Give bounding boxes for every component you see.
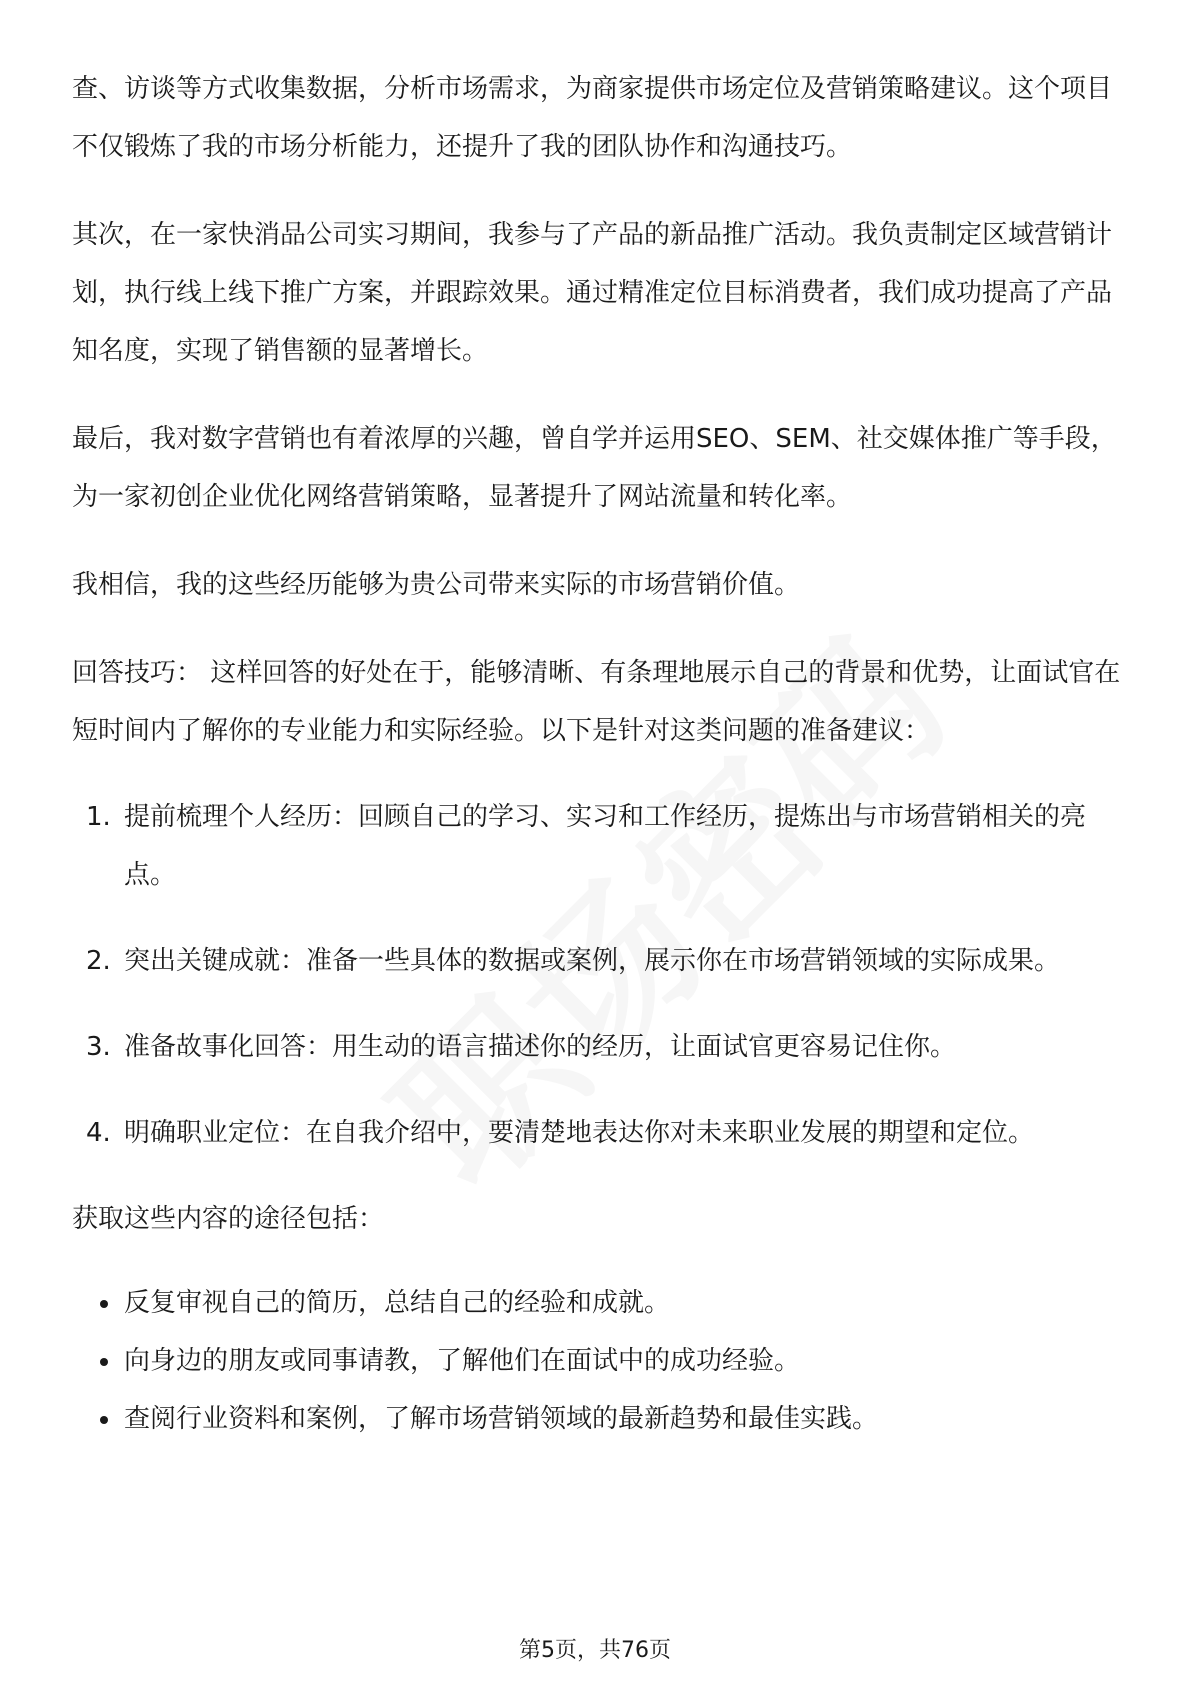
list-item-text: 查阅行业资料和案例，了解市场营销领域的最新趋势和最佳实践。	[124, 1404, 879, 1434]
list-item-text: 突出关键成就：准备一些具体的数据或案例，展示你在市场营销领域的实际成果。	[124, 946, 1061, 976]
list-number: 1.	[86, 802, 111, 832]
list-item	[72, 932, 1122, 990]
list-item	[72, 1390, 1122, 1448]
ways-list	[72, 1274, 1122, 1448]
paragraph-digital-marketing: 最后，我对数字营销也有着浓厚的兴趣，曾自学并运用SEO、SEM、社交媒体推广等手段，为一家初创企业优化网络营销策略，显著提升了网站流量和转化率。	[72, 424, 1117, 512]
list-item-text: 明确职业定位：在自我介绍中，要清楚地表达你对未来职业发展的期望和定位。	[124, 1118, 1035, 1148]
tips-list	[72, 788, 1122, 1162]
paragraph-answer-tips: 回答技巧： 这样回答的好处在于，能够清晰、有条理地展示自己的背景和优势，让面试官在短时间内了解你的专业能力和实际经验。以下是针对这类问题的准备建议：	[72, 658, 1121, 746]
list-number: 2.	[86, 946, 111, 976]
ways-title: 获取这些内容的途径包括：	[72, 1204, 385, 1234]
paragraph-internship: 其次，在一家快消品公司实习期间，我参与了产品的新品推广活动。我负责制定区域营销计划，执行线上线下推广方案，并跟踪效果。通过精准定位目标消费者，我们成功提高了产品知名度，实现了销售额的显著增长。	[72, 220, 1113, 366]
paragraph-project-experience: 查、访谈等方式收集数据，分析市场需求，为商家提供市场定位及营销策略建议。这个项目不仅锻炼了我的市场分析能力，还提升了我的团队协作和沟通技巧。	[72, 74, 1113, 162]
list-item	[72, 1104, 1122, 1162]
list-item-text: 准备故事化回答：用生动的语言描述你的经历，让面试官更容易记住你。	[124, 1032, 957, 1062]
list-number: 3.	[86, 1032, 111, 1062]
list-item-text: 提前梳理个人经历：回顾自己的学习、实习和工作经历，提炼出与市场营销相关的亮点。	[124, 802, 1087, 890]
list-item	[72, 1274, 1122, 1332]
list-item-text: 反复审视自己的简历，总结自己的经验和成就。	[124, 1288, 671, 1318]
list-item	[72, 788, 1122, 904]
bullet-icon	[100, 1300, 108, 1308]
page-content	[72, 60, 1122, 1448]
list-item-text: 向身边的朋友或同事请教，了解他们在面试中的成功经验。	[124, 1346, 801, 1376]
page-number: 第5页，共76页	[519, 1638, 671, 1663]
list-item	[72, 1018, 1122, 1076]
list-item	[72, 1332, 1122, 1390]
list-number: 4.	[86, 1118, 111, 1148]
bullet-icon	[100, 1416, 108, 1424]
bullet-icon	[100, 1358, 108, 1366]
paragraph-conclusion: 我相信，我的这些经历能够为贵公司带来实际的市场营销价值。	[72, 570, 801, 600]
